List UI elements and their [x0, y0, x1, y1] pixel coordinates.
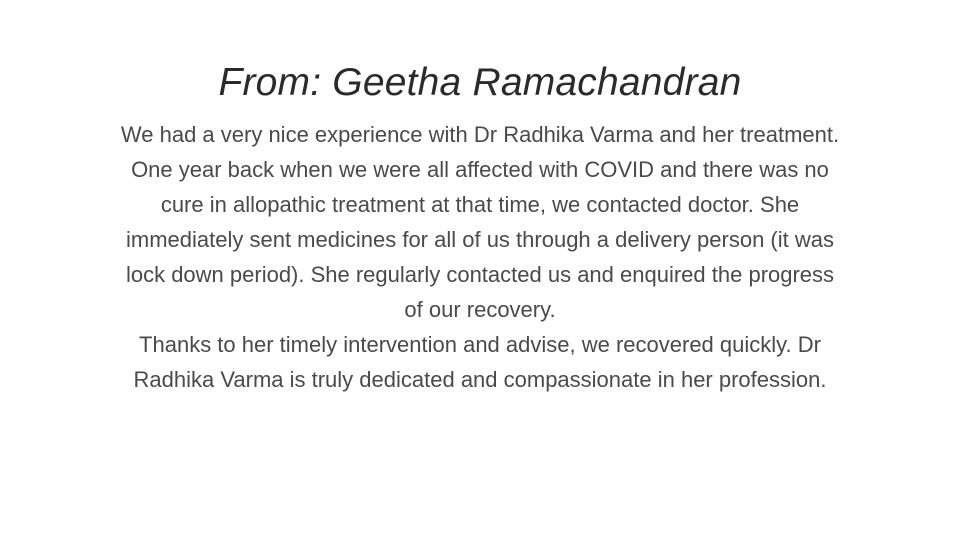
- testimonial-line: One year back when we were all affected with COVID and there was no: [131, 157, 829, 182]
- testimonial-body: [60, 117, 900, 397]
- testimonial-line: immediately sent medicines for all of us through a delivery person (it was: [126, 227, 834, 252]
- testimonial-line: lock down period). She regularly contacted us and enquired the progress: [125, 262, 835, 287]
- testimonial-line: cure in allopathic treatment at that time, we contacted doctor. She: [160, 192, 800, 217]
- testimonial-title: From: Geetha Ramachandran: [218, 61, 742, 104]
- testimonial-line: Radhika Varma is truly dedicated and compassionate in her profession.: [133, 367, 827, 392]
- testimonial-line: of our recovery.: [404, 297, 556, 322]
- testimonial-line: Thanks to her timely intervention and advise, we recovered quickly. Dr: [139, 332, 821, 357]
- testimonial-line: We had a very nice experience with Dr Radhika Varma and her treatment.: [120, 122, 840, 147]
